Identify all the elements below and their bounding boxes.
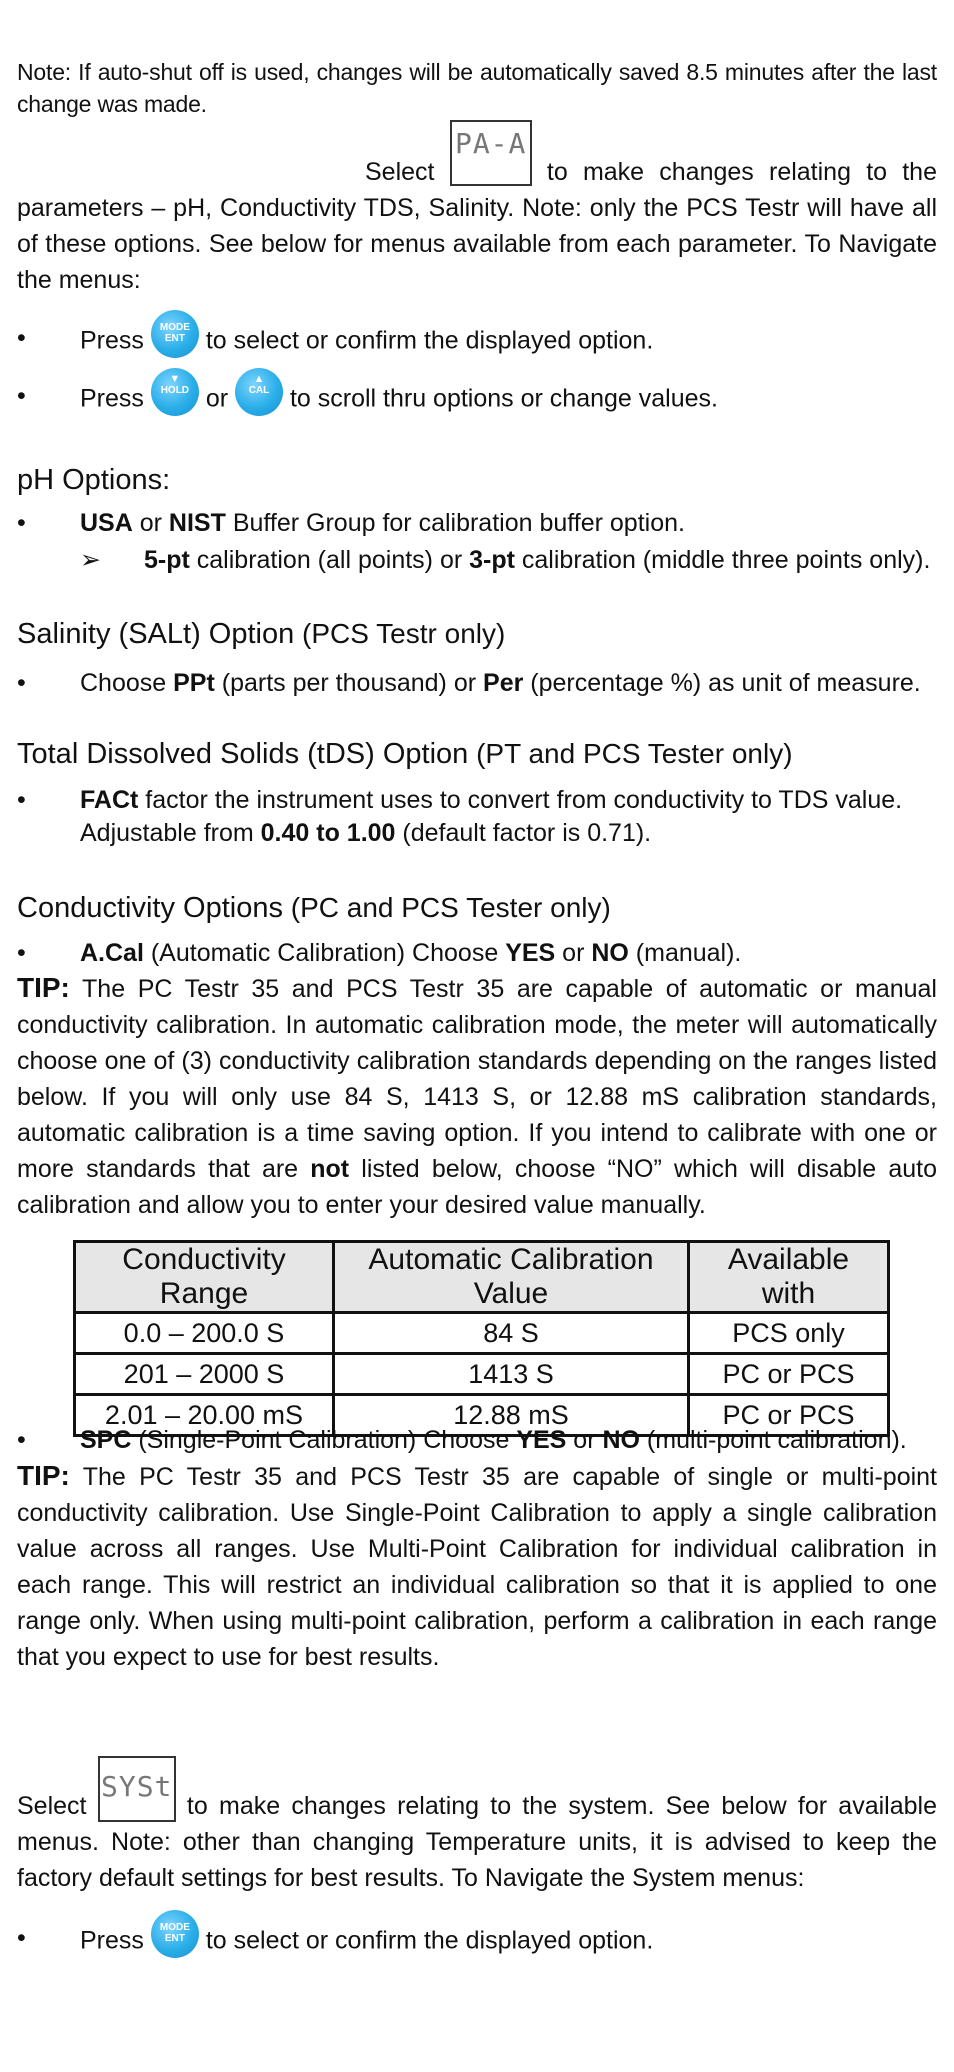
parameter-description: to make changes relating to the parameters – pH, Conductivity TDS, Salinity. Note: only the PCS Testr will have all of these options. See below for menus available from each parameter. To Navigate the menus: [17, 158, 937, 294]
bullet-dot: • [17, 382, 26, 410]
system-description: to make changes relating to the system. See below for available menus. Note: other than changing Temperature units, it is advised to keep the factory default settings for best results. To Navigate the System menus: [17, 1792, 937, 1892]
press-word: Press [80, 1926, 144, 1955]
arrow-bullet-icon: ➢ [80, 546, 101, 574]
press-word: Press [80, 326, 144, 355]
column-header: Conductivity Range [75, 1242, 334, 1313]
bullet-dot: • [17, 324, 26, 352]
auto-calibration-tip: TIP: The PC Testr 35 and PCS Testr 35 are capable of automatic or manual conductivity calibration. In automatic calibration mode, the meter will automatically choose one of (3) conductivity calibration standards depending on the ranges listed below. If you will only use 84 S, 1413 S, or 12.88 mS calibration standards, automatic calibration is a time saving option. If you intend to calibrate with one or more standards that are not listed below, choose “NO” which will disable auto calibration and allow you to enter your desired value manually. [17, 972, 937, 1219]
cal-up-button-icon: ▲ CAL [235, 368, 283, 416]
column-header: Available with [689, 1242, 889, 1313]
bullet-text: to select or confirm the displayed option. [205, 326, 654, 355]
list-item [17, 373, 937, 416]
conductivity-range-table [73, 1240, 890, 1437]
list-item: • USA or NIST Buffer Group for calibration buffer option. [17, 503, 937, 543]
tds-heading: Total Dissolved Solids (tDS) Option (PT and PCS Tester only) [17, 738, 793, 770]
mode-ent-button-icon: MODE ENT [151, 1910, 199, 1958]
table-cell: 1413 S [334, 1354, 689, 1395]
list-item: • FACt factor the instrument uses to convert from conductivity to TDS value. [17, 780, 937, 820]
tds-adjustable-line: Adjustable from 0.40 to 1.00 (default factor is 0.71). [80, 819, 652, 847]
bullet-dot: • [17, 1426, 26, 1454]
table-cell: PCS only [689, 1313, 889, 1354]
or-word: or [205, 384, 229, 413]
bullet-dot: • [17, 669, 26, 697]
table-cell: 2.01 – 20.00 mS [75, 1395, 334, 1436]
select-word: Select [17, 1792, 87, 1820]
select-word: Select [365, 158, 435, 186]
salinity-heading: Salinity (SALt) Option (PCS Testr only) [17, 618, 506, 650]
list-item: • Choose PPt (parts per thousand) or Per (percentage %) as unit of measure. [17, 663, 937, 703]
table-cell: 201 – 2000 S [75, 1354, 334, 1395]
table-cell: 12.88 mS [334, 1395, 689, 1436]
auto-shutoff-note: Note: If auto-shut off is used, changes will be automatically saved 8.5 minutes after the last change was made. [17, 59, 937, 117]
single-point-calibration-tip: TIP: The PC Testr 35 and PCS Testr 35 are capable of single or multi-point conductivity calibration. Use Single-Point Calibration to apply a single calibration value across all ranges. Use Multi-Point Calibration for individual calibration in each range. This will restrict an individual calibration so that it is applied to one range only. When using multi-point calibration, perform a calibration in each range that you expect to use for best results. [17, 1460, 937, 1671]
list-item: • A.Cal (Automatic Calibration) Choose YES or NO (manual). [17, 933, 937, 973]
bullet-dot: • [17, 1924, 26, 1952]
table-cell: PC or PCS [689, 1395, 889, 1436]
table-header-row [75, 1242, 889, 1313]
press-word: Press [80, 384, 144, 413]
bullet-text: to scroll thru options or change values. [289, 384, 718, 413]
table-cell: 0.0 – 200.0 S [75, 1313, 334, 1354]
bullet-dot: • [17, 939, 26, 967]
table-row [75, 1354, 889, 1395]
table-cell: PC or PCS [689, 1354, 889, 1395]
ph-options-heading: pH Options: [17, 464, 171, 496]
bullet-dot: • [17, 509, 26, 537]
column-header: Automatic Calibration Value [334, 1242, 689, 1313]
table-row [75, 1313, 889, 1354]
lcd-syst-icon: SYSt [98, 1756, 176, 1822]
conductivity-heading: Conductivity Options (PC and PCS Tester only) [17, 892, 611, 924]
bullet-text: to select or confirm the displayed option. [205, 1926, 654, 1955]
list-item [17, 1918, 937, 1958]
parameter-select-paragraph [17, 124, 937, 298]
list-item [17, 318, 937, 358]
lcd-para-icon: PA-A [450, 120, 532, 186]
system-select-paragraph [17, 1758, 937, 1896]
bullet-dot: • [17, 786, 26, 814]
table-cell: 84 S [334, 1313, 689, 1354]
hold-down-button-icon: ▼ HOLD [151, 368, 199, 416]
sub-list-item: ➢ 5-pt calibration (all points) or 3-pt calibration (middle three points only). [80, 542, 930, 578]
mode-ent-button-icon: MODE ENT [151, 310, 199, 358]
list-item: • SPC (Single-Point Calibration) Choose YES or NO (multi-point calibration). [17, 1420, 937, 1460]
